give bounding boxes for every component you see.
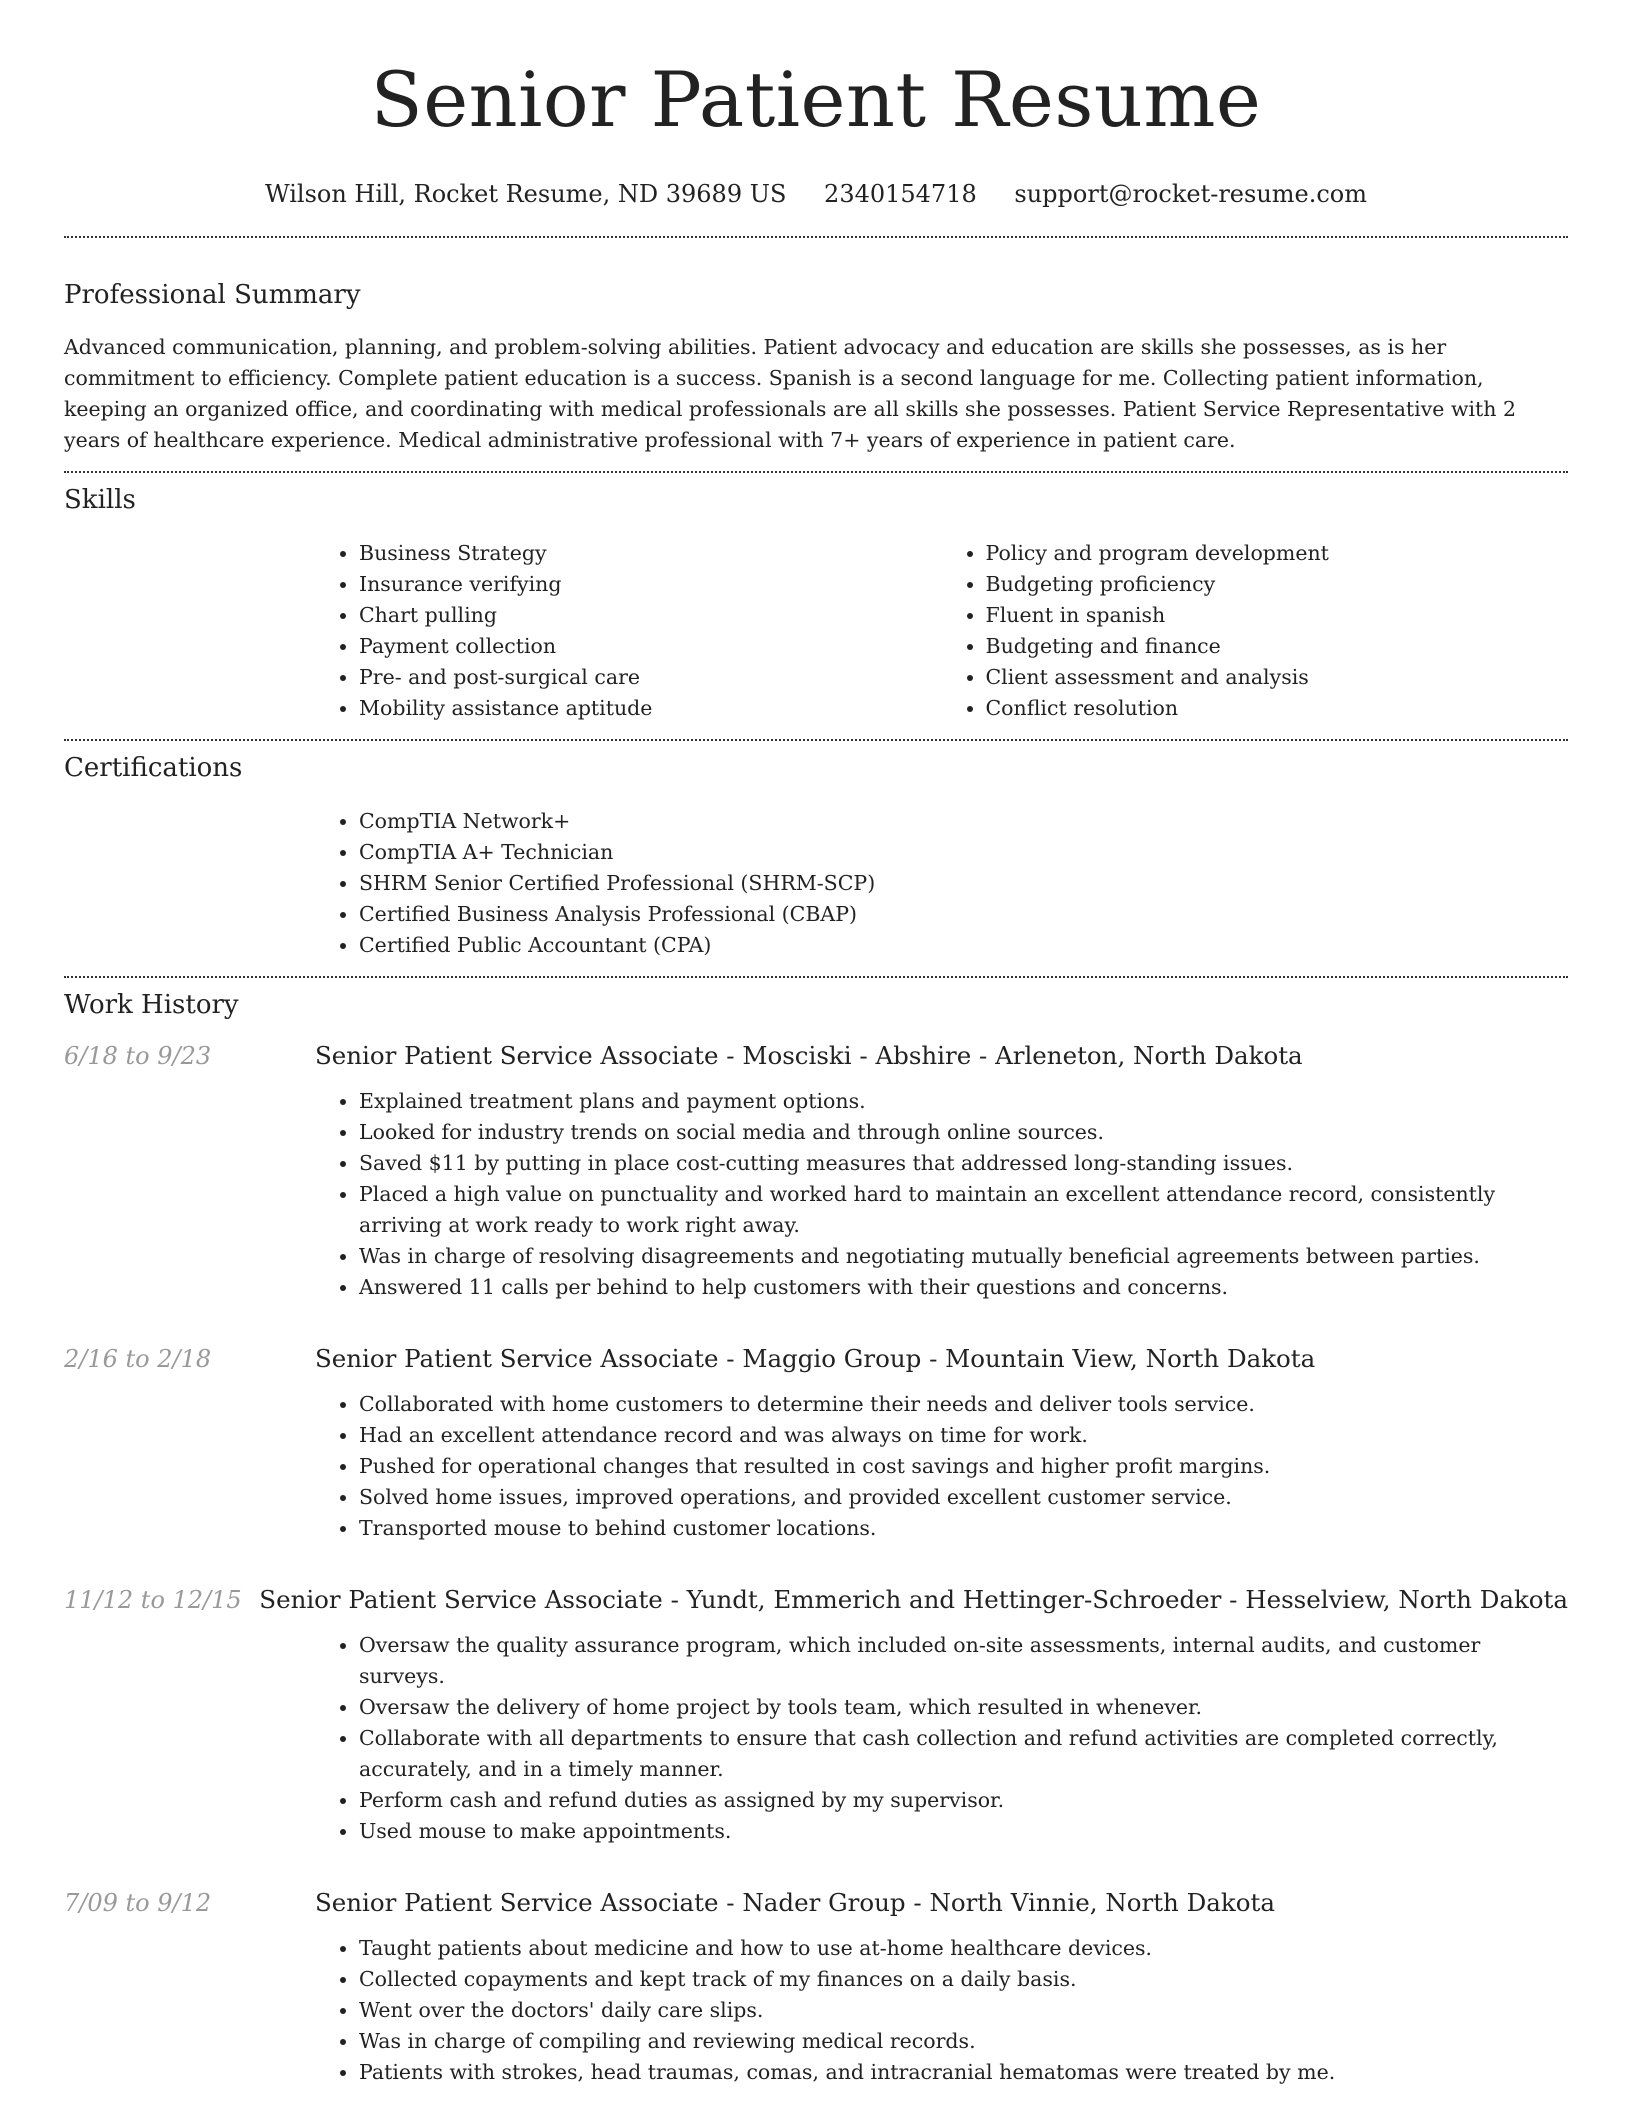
job-entry	[64, 1343, 1568, 1544]
job-title: Senior Patient Service Associate - Maggio Group - Mountain View, North Dakota	[315, 1344, 1316, 1373]
job-title: Senior Patient Service Associate - Nader Group - North Vinnie, North Dakota	[315, 1888, 1275, 1917]
job-bullet: • Explained treatment plans and payment options.	[359, 1086, 1568, 1117]
divider	[64, 471, 1568, 473]
job-header	[64, 1343, 1568, 1375]
resume-page	[64, 0, 1568, 2088]
job-header	[64, 1584, 1568, 1616]
summary-section	[64, 278, 1568, 456]
contact-line	[64, 178, 1568, 210]
job-dates: 6/18 to 9/23	[64, 1042, 212, 1070]
skill-item: • Business Strategy	[359, 538, 942, 569]
job-bullet: • Perform cash and refund duties as assigned by my supervisor.	[359, 1785, 1568, 1816]
job-bullets	[315, 1933, 1568, 2088]
job-entry	[64, 1887, 1568, 2088]
certification-item: • CompTIA A+ Technician	[359, 837, 1568, 868]
skill-item: • Payment collection	[359, 631, 942, 662]
certification-item: • CompTIA Network+	[359, 806, 1568, 837]
work-history-heading: Work History	[64, 990, 239, 1020]
summary-text: Advanced communication, planning, and problem-solving abilities. Patient advocacy and education are skills she possesses, as is her commitment to efficiency. Complete patient education is a success. Spanish is a second language for me. Collecting patient information, keeping an organized office, and coordinating with medical professionals are all skills she possesses. Patient Service Representative with 2 years of healthcare experience. Medical administrative professional with 7+ years of experience in patient care.	[64, 335, 1517, 452]
skill-item: • Budgeting proficiency	[986, 569, 1569, 600]
skill-item: • Pre- and post-surgical care	[359, 662, 942, 693]
skill-item: • Client assessment and analysis	[986, 662, 1569, 693]
job-bullet: • Collaborated with home customers to determine their needs and deliver tools service.	[359, 1389, 1568, 1420]
divider	[64, 739, 1568, 741]
job-bullet: • Transported mouse to behind customer locations.	[359, 1513, 1568, 1544]
job-bullet: • Answered 11 calls per behind to help customers with their questions and concerns.	[359, 1272, 1568, 1303]
contact-address: Wilson Hill, Rocket Resume, ND 39689 US	[264, 180, 787, 208]
skills-heading: Skills	[64, 485, 136, 515]
certification-item: • Certified Business Analysis Professional (CBAP)	[359, 899, 1568, 930]
job-dates: 2/16 to 2/18	[64, 1345, 212, 1373]
skill-item: • Fluent in spanish	[986, 600, 1569, 631]
work-history-section	[64, 988, 1568, 2088]
job-header	[64, 1887, 1568, 1919]
skill-item: • Budgeting and finance	[986, 631, 1569, 662]
certification-item: • Certified Public Accountant (CPA)	[359, 930, 1568, 961]
job-entry	[64, 1584, 1568, 1847]
certifications-heading: Certifications	[64, 753, 243, 783]
job-bullet: • Collaborate with all departments to ensure that cash collection and refund activities are completed correctly, accurately, and in a timely manner.	[359, 1723, 1568, 1785]
job-bullet: • Looked for industry trends on social media and through online sources.	[359, 1117, 1568, 1148]
skill-item: • Chart pulling	[359, 600, 942, 631]
job-bullet: • Pushed for operational changes that resulted in cost savings and higher profit margins.	[359, 1451, 1568, 1482]
job-bullet: • Saved $11 by putting in place cost-cutting measures that addressed long-standing issues.	[359, 1148, 1568, 1179]
job-bullet: • Patients with strokes, head traumas, comas, and intracranial hematomas were treated by me.	[359, 2057, 1568, 2088]
job-title: Senior Patient Service Associate - Yundt, Emmerich and Hettinger-Schroeder - Hesselview, North Dakota	[259, 1585, 1568, 1614]
skill-item: • Mobility assistance aptitude	[359, 693, 942, 724]
skills-section	[64, 483, 1568, 724]
skill-item: • Conflict resolution	[986, 693, 1569, 724]
job-dates: 7/09 to 9/12	[64, 1889, 212, 1917]
certifications-list	[315, 806, 1568, 961]
job-bullet: • Went over the doctors' daily care slips.	[359, 1995, 1568, 2026]
divider	[64, 236, 1568, 238]
job-bullet: • Oversaw the delivery of home project by tools team, which resulted in whenever.	[359, 1692, 1568, 1723]
job-bullet: • Placed a high value on punctuality and worked hard to maintain an excellent attendance record, consistently arriving at work ready to work right away.	[359, 1179, 1568, 1241]
skill-item: • Policy and program development	[986, 538, 1569, 569]
job-title: Senior Patient Service Associate - Mosciski - Abshire - Arleneton, North Dakota	[315, 1041, 1303, 1070]
job-bullet: • Used mouse to make appointments.	[359, 1816, 1568, 1847]
skills-list-left	[315, 538, 942, 724]
skill-item: • Insurance verifying	[359, 569, 942, 600]
job-bullets	[315, 1086, 1568, 1303]
job-dates: 11/12 to 12/15	[64, 1586, 242, 1614]
skills-list-right	[942, 538, 1569, 724]
job-bullet: • Was in charge of compiling and reviewing medical records.	[359, 2026, 1568, 2057]
job-bullet: • Was in charge of resolving disagreements and negotiating mutually beneficial agreements between parties.	[359, 1241, 1568, 1272]
job-bullet: • Collected copayments and kept track of my finances on a daily basis.	[359, 1964, 1568, 1995]
job-header	[64, 1040, 1568, 1072]
resume-title: Senior Patient Resume	[370, 55, 1262, 144]
skills-grid	[315, 538, 1568, 724]
contact-email: support@rocket-resume.com	[1014, 180, 1368, 208]
contact-phone: 2340154718	[824, 180, 977, 208]
certifications-section	[64, 751, 1568, 961]
summary-heading: Professional Summary	[64, 280, 361, 310]
divider	[64, 976, 1568, 978]
job-bullets	[315, 1630, 1568, 1847]
certification-item: • SHRM Senior Certified Professional (SHRM-SCP)	[359, 868, 1568, 899]
job-bullet: • Had an excellent attendance record and was always on time for work.	[359, 1420, 1568, 1451]
job-bullet: • Taught patients about medicine and how to use at-home healthcare devices.	[359, 1933, 1568, 1964]
job-bullet: • Solved home issues, improved operations, and provided excellent customer service.	[359, 1482, 1568, 1513]
job-bullet: • Oversaw the quality assurance program, which included on-site assessments, internal audits, and customer surveys.	[359, 1630, 1568, 1692]
job-entry	[64, 1040, 1568, 1303]
job-bullets	[315, 1389, 1568, 1544]
